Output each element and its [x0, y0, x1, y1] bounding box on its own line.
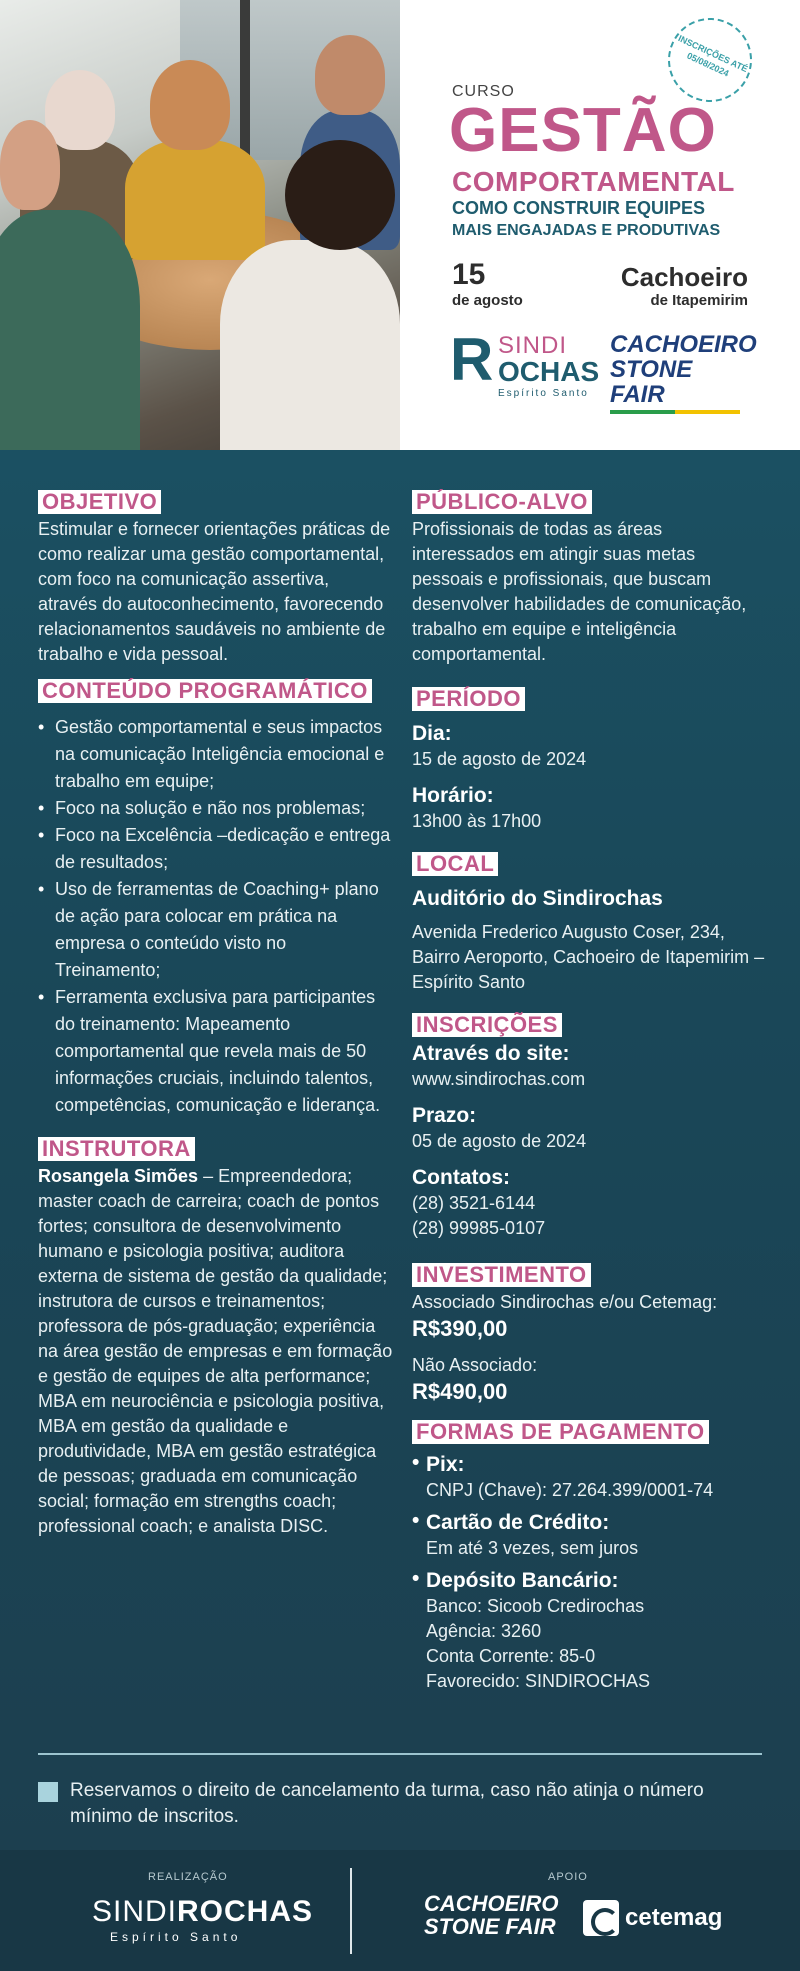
inscricoes-title: INSCRIÇÕES — [412, 1013, 562, 1037]
instrutora-title: INSTRUTORA — [38, 1137, 195, 1161]
list-item: • Foco na Excelência –dedicação e entrega de resultados; — [38, 822, 393, 876]
course-subtitle-line1: COMO CONSTRUIR EQUIPES — [452, 198, 706, 218]
footer-sindirochas-sub: Espírito Santo — [110, 1930, 242, 1944]
conta-value: Conta Corrente: 85-0 — [426, 1646, 596, 1666]
right-column — [412, 470, 767, 1694]
footer-stone-fair-logo: CACHOEIRO STONE FAIR — [424, 1891, 559, 1940]
main-content — [0, 450, 800, 1850]
local-name: Auditório do Sindirochas — [412, 887, 663, 910]
instrutora-bio: Rosangela Simões – Empreendedora; master coach de carreira; coach de pontos fortes; consultora de desenvolvimento humano e psicologia positiva; auditora externa de sistema de gestão da qualidade; instrutora de cursos e treinamentos; professora de pós-graduação; experiência na área gestão de empresas e em formação e gestão de equipes de alta performance; MBA em neurociência e psicologia positiva, MBA em gestão da qualidade e produtividade, MBA em gestão estratégica de pessoas; graduada em comunicação social; formação em strengths coach; professional coach; e analista DISC. — [38, 1166, 393, 1536]
cartao-label: Cartão de Crédito: — [426, 1511, 610, 1534]
footer-separator — [350, 1868, 352, 1954]
conteudo-list — [38, 714, 393, 1119]
pix-item: • Pix: CNPJ (Chave): 27.264.399/0001-74 — [412, 1451, 767, 1503]
left-column — [38, 470, 393, 1539]
pix-value: CNPJ (Chave): 27.264.399/0001-74 — [426, 1480, 714, 1500]
list-item: • Foco na solução e não nos problemas; — [38, 795, 393, 822]
local-address: Avenida Frederico Augusto Coser, 234, Bairro Aeroporto, Cachoeiro de Itapemirim – Espírito Santo — [412, 922, 765, 992]
deposito-label: Depósito Bancário: — [426, 1569, 619, 1592]
course-title-main: GESTÃO — [449, 96, 717, 165]
team-meeting-photo — [0, 0, 400, 450]
deposito-item: • Depósito Bancário: Banco: Sicoob Credirochas Agência: 3260 Conta Corrente: 85-0 Favorecido: SINDIROCHAS — [412, 1567, 767, 1694]
notice-square-icon — [38, 1782, 58, 1802]
event-city: Cachoeiro — [620, 262, 748, 292]
dia-value: 15 de agosto de 2024 — [412, 749, 587, 769]
periodo-title: PERÍODO — [412, 687, 525, 711]
divider — [38, 1753, 762, 1755]
favorecido-value: Favorecido: SINDIROCHAS — [426, 1671, 651, 1691]
cartao-value: Em até 3 vezes, sem juros — [426, 1538, 639, 1558]
horario-value: 13h00 às 17h00 — [412, 811, 542, 831]
associado-price: R$390,00 — [412, 1316, 508, 1341]
site-value[interactable]: www.sindirochas.com — [412, 1069, 586, 1089]
event-month: de agosto — [452, 292, 523, 309]
local-title: LOCAL — [412, 852, 498, 876]
site-label: Através do site: — [412, 1042, 570, 1065]
course-title-secondary: COMPORTAMENTAL — [452, 166, 735, 197]
conteudo-title: CONTEÚDO PROGRAMÁTICO — [38, 679, 372, 703]
footer-cetemag-logo: cetemag — [583, 1898, 722, 1938]
list-item: • Gestão comportamental e seus impactos na comunicação Inteligência emocional e trabalho em equipe; — [38, 714, 393, 795]
investimento-title: INVESTIMENTO — [412, 1263, 591, 1287]
cachoeiro-stone-fair-logo: CACHOEIRO STONE FAIR — [610, 332, 750, 392]
list-item: • Ferramenta exclusiva para participantes do treinamento: Mapeamento comportamental que revela mais de 50 informações cruciais, incluindo talentos, competências, comunicação e liderança. — [38, 984, 393, 1119]
contatos-label: Contatos: — [412, 1166, 510, 1189]
objetivo-text: Estimular e fornecer orientações práticas de como realizar uma gestão comportamental, com foco na comunicação assertiva, através do autoconhecimento, favorecendo relacionamentos saudáveis no ambiente de trabalho e vida pessoal. — [38, 519, 391, 664]
cancellation-notice: Reservamos o direito de cancelamento da turma, caso não atinja o número mínimo de inscritos. — [70, 1780, 704, 1827]
banco-value: Banco: Sicoob Credirochas — [426, 1596, 645, 1616]
prazo-value: 05 de agosto de 2024 — [412, 1131, 587, 1151]
associado-label: Associado Sindirochas e/ou Cetemag: — [412, 1292, 718, 1312]
cartao-item: • Cartão de Crédito: Em até 3 vezes, sem juros — [412, 1509, 767, 1561]
realizacao-label: REALIZAÇÃO — [148, 1871, 228, 1883]
nao-associado-price: R$490,00 — [412, 1379, 508, 1404]
course-label: CURSO — [452, 83, 515, 100]
sindirochas-logo: R SINDI OCHAS Espírito Santo — [450, 326, 600, 399]
pix-label: Pix: — [426, 1453, 465, 1476]
list-item: • Uso de ferramentas de Coaching+ plano de ação para colocar em prática na empresa o conteúdo visto no Treinamento; — [38, 876, 393, 984]
registration-deadline-badge: INSCRIÇÕES ATÉ 05/08/2024 — [654, 4, 766, 116]
prazo-label: Prazo: — [412, 1104, 477, 1127]
contato-phone-2: (28) 99985-0107 — [412, 1218, 546, 1238]
event-city-sub: de Itapemirim — [650, 292, 748, 309]
dia-label: Dia: — [412, 722, 452, 745]
footer-sindirochas-logo: SINDIROCHAS — [92, 1895, 314, 1928]
course-subtitle-line2: MAIS ENGAJADAS E PRODUTIVAS — [452, 222, 721, 239]
pagamento-title: FORMAS DE PAGAMENTO — [412, 1420, 709, 1444]
objetivo-title: OBJETIVO — [38, 490, 161, 514]
contato-phone-1: (28) 3521-6144 — [412, 1193, 536, 1213]
instrutora-name: Rosangela Simões — [38, 1166, 199, 1186]
apoio-label: APOIO — [548, 1871, 588, 1883]
agencia-value: Agência: 3260 — [426, 1621, 542, 1641]
horario-label: Horário: — [412, 784, 494, 807]
publico-text: Profissionais de todas as áreas interessados em atingir suas metas pessoais e profissionais, que buscam desenvolver habilidades de comunicação, trabalho em equipe e inteligência comportamental. — [412, 519, 747, 664]
cetemag-icon — [583, 1900, 619, 1936]
event-day: 15 — [452, 258, 486, 291]
publico-title: PÚBLICO-ALVO — [412, 490, 592, 514]
nao-associado-label: Não Associado: — [412, 1355, 538, 1375]
